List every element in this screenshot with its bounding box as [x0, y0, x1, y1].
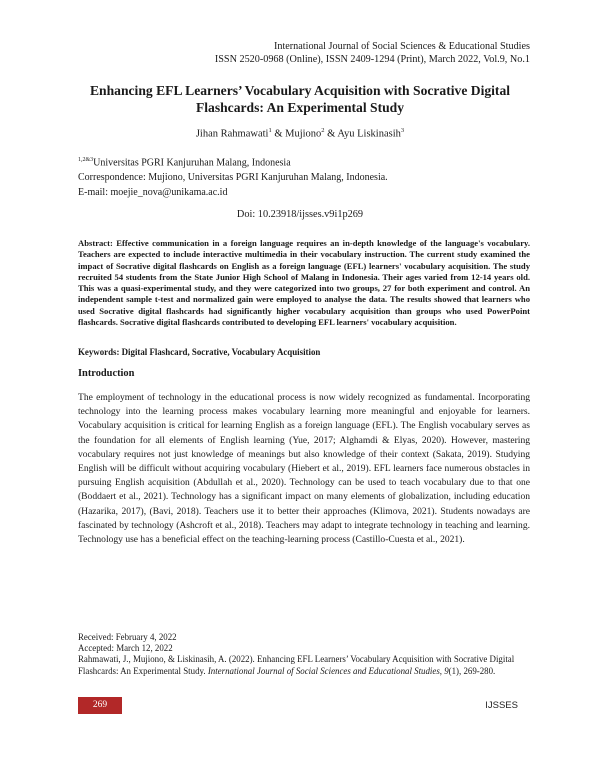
author-3: Ayu Liskinasih	[337, 128, 401, 140]
running-header	[215, 40, 530, 66]
author-separator-1: &	[271, 128, 286, 140]
author-2-sup: 2	[321, 127, 325, 134]
affiliation-block	[78, 153, 388, 200]
citation-journal: International Journal of Social Sciences and Educational Studies, 9	[207, 665, 449, 676]
author-1-sup: 1	[268, 127, 272, 134]
footer-notes	[78, 632, 532, 677]
journal-abbreviation: IJSSES	[485, 700, 518, 711]
citation-pages: (1), 269-280.	[448, 665, 496, 676]
keywords: Keywords: Digital Flashcard, Socrative, Vocabulary Acquisition	[78, 347, 321, 357]
affiliation-text: Universitas PGRI Kanjuruhan Malang, Indonesia	[93, 157, 291, 169]
affiliation-sup: 1,2&3	[78, 157, 94, 163]
email: E-mail: moejie_nova@unikama.ac.id	[78, 186, 228, 198]
author-1: Jihan Rahmawati	[195, 128, 269, 140]
received-date: Received: February 4, 2022	[78, 632, 177, 642]
author-2: Mujiono	[285, 128, 322, 140]
introduction-paragraph: The employment of technology in the educational process is now widely recognized as fundamental. Incorporating technology into the learning process makes vocabulary learning more meaningful and enjoyable for learners. Vocabulary acquisition is critical for learning English as a foreign language (EFL). The English vocabulary serves as the foundation for all elements of English learning (Yue, 2017; Alghamdi & Elyas, 2020). However, mastering vocabulary requires not just knowledge of meanings but also knowledge of their context (Sakata, 2019). Studying English will be difficult without acquiring vocabulary (Hiebert et al., 2019). EFL learners face numerous obstacles in pursuing English acquisition (Abdullah et al., 2020). Technology can be used to teach vocabulary due to that one (Boddaert et al., 2021). Technology has a significant impact on many elements of globalization, including education (Hazarika, 2017), (Bavi, 2018). Teachers use it to better their approaches (Klimova, 2021). Students nowadays are fascinated by technology (Ashcroft et al., 2018). Teachers may adapt to integrate technology in teaching and learning. Technology use has a beneficial effect on the teaching-learning process (Castillo-Cuesta et al., 2021).	[78, 392, 530, 546]
author-separator-2: &	[324, 128, 338, 140]
citation	[78, 654, 532, 676]
author-3-sup: 3	[400, 127, 405, 134]
accepted-date: Accepted: March 12, 2022	[78, 643, 173, 654]
correspondence: Correspondence: Mujiono, Universitas PGRI Kanjuruhan Malang, Indonesia.	[78, 171, 388, 183]
journal-name: International Journal of Social Sciences & Educational Studies	[273, 41, 530, 52]
issn-line: ISSN 2520-0968 (Online), ISSN 2409-1294 (Print), March 2022, Vol.9, No.1	[214, 54, 530, 65]
affiliation-university	[78, 153, 388, 171]
paper-title	[70, 82, 530, 116]
citation-text: Rahmawati, J., Mujiono, & Liskinasih, A. (2022). Enhancing EFL Learners’ Vocabulary Acquisition with Socrative Digital Flashcards: An Experimental Study.	[78, 654, 515, 676]
abstract: Abstract: Effective communication in a foreign language requires an in-depth knowledge of the language's vocabulary. Teachers are expected to include interactive multimedia in their vocabulary instruction. The current study examined the impact of Socrative digital flashcards on English as a foreign language (EFL) learners' vocabulary acquisition. The study recruited 54 students from the State Junior High School of Malang in Indonesia. Their ages varied from 12-14 years old. This was a quasi-experimental study, and they were categorized into two groups, 27 for both experiment and control. An independent sample t-test and normalized gain were employed to analyse the data. The results showed that learners who used Socrative digital flashcards had significantly higher vocabulary acquisition than groups who used PowerPoint flashcards. Socrative digital flashcards contributed to developing EFL learners' vocabulary acquisition.	[78, 238, 530, 328]
author-list	[70, 127, 530, 140]
title-line-2: Flashcards: An Experimental Study	[195, 100, 405, 115]
page-number-badge: 269	[78, 697, 122, 714]
doi: Doi: 10.23918/ijsses.v9i1p269	[236, 209, 364, 220]
section-heading-introduction: Introduction	[78, 368, 135, 379]
title-line-1: Enhancing EFL Learners’ Vocabulary Acquisition with Socrative Digital	[89, 83, 511, 98]
